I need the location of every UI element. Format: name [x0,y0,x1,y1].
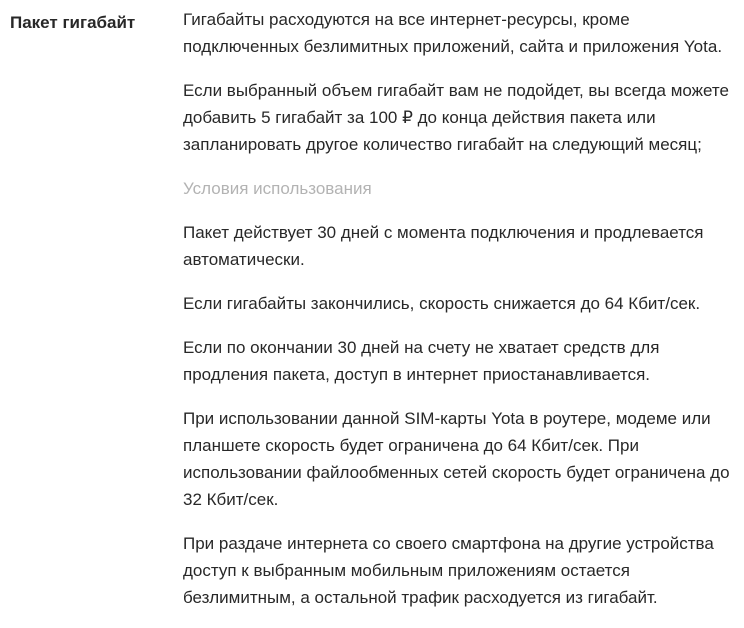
description-paragraph: При раздаче интернета со своего смартфона на другие устройства доступ к выбранным мобильным приложениям остается безлимитным, а остальной трафик расходуется из гигабайт. [183,534,714,607]
description-paragraph: При использовании данной SIM-карты Yota в роутере, модеме или планшете скорость будет ограничена до 64 Кбит/сек. При использовании файлообменных сетей скорость будет ограничена до 32 Кбит/сек. [183,409,730,509]
label-column [10,6,183,35]
description-paragraph: Если гигабайты закончились, скорость снижается до 64 Кбит/сек. [183,294,701,313]
package-description [183,6,731,628]
description-paragraph: Пакет действует 30 дней с момента подключения и продлевается автоматически. [183,223,704,269]
description-paragraph: Гигабайты расходуются на все интернет-ресурсы, кроме подключенных безлимитных приложений, сайта и приложения Yota. [183,10,723,56]
description-paragraph: Если выбранный объем гигабайт вам не подойдет, вы всегда можете добавить 5 гигабайт за 100 ₽ до конца действия пакета или запланировать другое количество гигабайт на следующий месяц; [183,81,729,154]
section-title: Пакет гигабайт [10,13,136,32]
description-paragraph: Если по окончании 30 дней на счету не хватает средств для продления пакета, доступ в интернет приостанавливается. [183,338,660,384]
conditions-subheading: Условия использования [183,179,372,198]
